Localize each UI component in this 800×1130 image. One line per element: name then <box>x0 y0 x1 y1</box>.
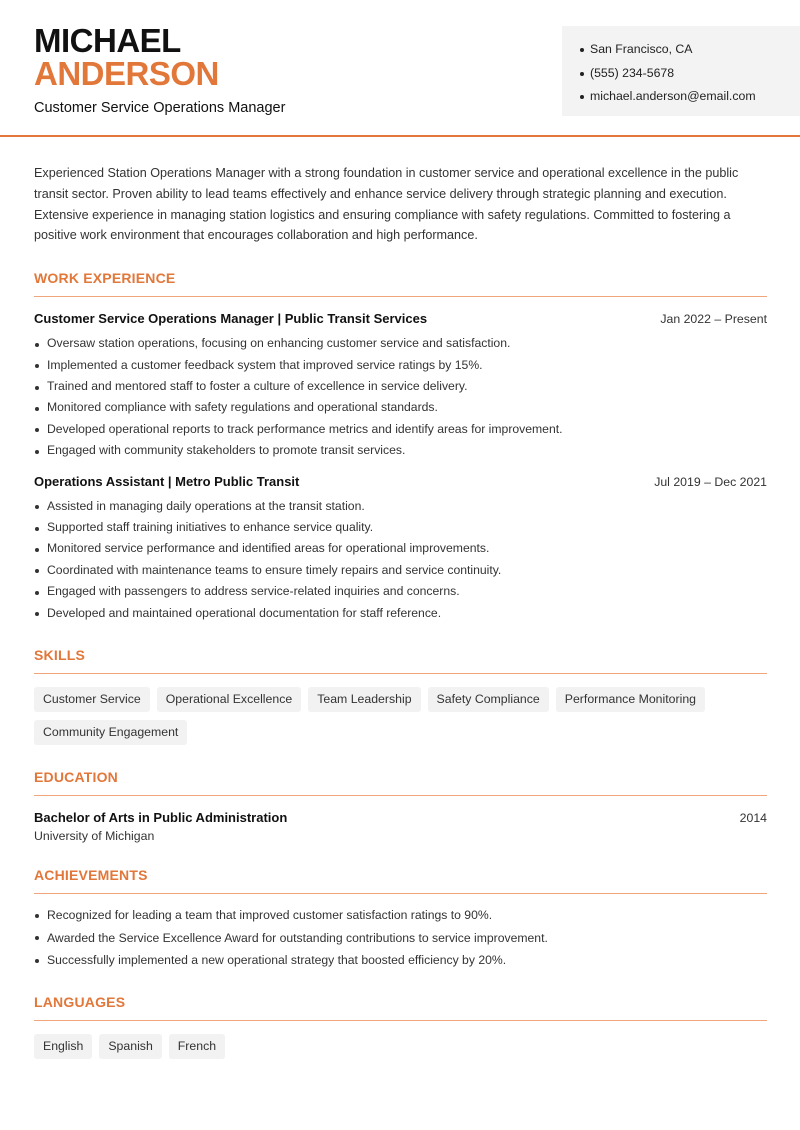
language-chip: French <box>169 1034 225 1059</box>
education-school: University of Michigan <box>34 829 155 844</box>
skill-chip: Customer Service <box>34 687 150 712</box>
achievements-section <box>34 867 767 972</box>
list-item: Monitored compliance with safety regulations and operational standards. <box>34 397 767 418</box>
job-title: Customer Service Operations Manager <box>34 100 286 116</box>
section-title-achievements: ACHIEVEMENTS <box>34 867 148 884</box>
skill-chip: Performance Monitoring <box>556 687 705 712</box>
list-item: Engaged with passengers to address service-related inquiries and concerns. <box>34 581 767 602</box>
contact-location: San Francisco, CA <box>580 38 784 62</box>
summary: Experienced Station Operations Manager with a strong foundation in customer service and operational excellence in the public transit sector. Proven ability to lead teams effectively and enhance service delivery through strategic planning and execution. Extensive experience in managing station logistics and ensuring compliance with safety regulations. Committed to fostering a positive work environment that encourages collaboration and high performance. <box>34 166 739 243</box>
candidate-name <box>34 24 219 90</box>
language-chip: English <box>34 1034 92 1059</box>
section-title-work: WORK EXPERIENCE <box>34 270 176 287</box>
skill-chip: Safety Compliance <box>428 687 549 712</box>
section-divider <box>34 893 767 894</box>
achievements-list <box>34 904 767 972</box>
resume-body <box>34 163 767 1059</box>
list-item: Implemented a customer feedback system that improved service ratings by 15%. <box>34 355 767 376</box>
list-item: Supported staff training initiatives to enhance service quality. <box>34 517 767 538</box>
resume-header <box>0 0 800 137</box>
section-title-education: EDUCATION <box>34 769 118 786</box>
skills-section <box>34 647 767 745</box>
job-bullets <box>34 496 767 624</box>
job-bullets <box>34 333 767 461</box>
list-item: Developed operational reports to track performance metrics and identify areas for improvement. <box>34 419 767 440</box>
list-item: Engaged with community stakeholders to promote transit services. <box>34 440 767 461</box>
contact-box <box>562 26 800 116</box>
section-divider <box>34 673 767 674</box>
education-year: 2014 <box>739 811 767 826</box>
section-divider <box>34 795 767 796</box>
languages-list <box>34 1034 767 1059</box>
education-degree: Bachelor of Arts in Public Administration <box>34 810 288 826</box>
list-item: Recognized for leading a team that improved customer satisfaction ratings to 90%. <box>34 904 767 927</box>
last-name: ANDERSON <box>34 55 219 92</box>
section-divider <box>34 296 767 297</box>
list-item: Oversaw station operations, focusing on enhancing customer service and satisfaction. <box>34 333 767 354</box>
list-item: Coordinated with maintenance teams to ensure timely repairs and service continuity. <box>34 560 767 581</box>
education-section <box>34 769 767 843</box>
job-entry <box>34 311 767 461</box>
skill-chip: Team Leadership <box>308 687 420 712</box>
list-item: Monitored service performance and identified areas for operational improvements. <box>34 538 767 559</box>
job-dates: Jul 2019 – Dec 2021 <box>654 474 767 489</box>
language-chip: Spanish <box>99 1034 161 1059</box>
section-divider <box>34 1020 767 1021</box>
list-item: Trained and mentored staff to foster a culture of excellence in service delivery. <box>34 376 767 397</box>
job-role: Customer Service Operations Manager | Public Transit Services <box>34 311 428 327</box>
job-role: Operations Assistant | Metro Public Transit <box>34 473 300 489</box>
contact-phone: (555) 234-5678 <box>580 62 784 86</box>
job-dates: Jan 2022 – Present <box>660 312 767 327</box>
contact-email[interactable]: michael.anderson@email.com <box>580 85 784 109</box>
first-name: MICHAEL <box>34 22 181 59</box>
skill-chip: Operational Excellence <box>157 687 301 712</box>
list-item: Awarded the Service Excellence Award for outstanding contributions to service improvement. <box>34 927 767 950</box>
section-title-skills: SKILLS <box>34 647 85 664</box>
languages-section <box>34 994 767 1059</box>
list-item: Developed and maintained operational documentation for staff reference. <box>34 603 767 624</box>
list-item: Assisted in managing daily operations at the transit station. <box>34 496 767 517</box>
skill-chip: Community Engagement <box>34 720 187 745</box>
skills-list <box>34 687 767 745</box>
work-experience-section <box>34 270 767 624</box>
section-title-languages: LANGUAGES <box>34 993 126 1010</box>
list-item: Successfully implemented a new operational strategy that boosted efficiency by 20%. <box>34 949 767 972</box>
job-entry <box>34 474 767 624</box>
